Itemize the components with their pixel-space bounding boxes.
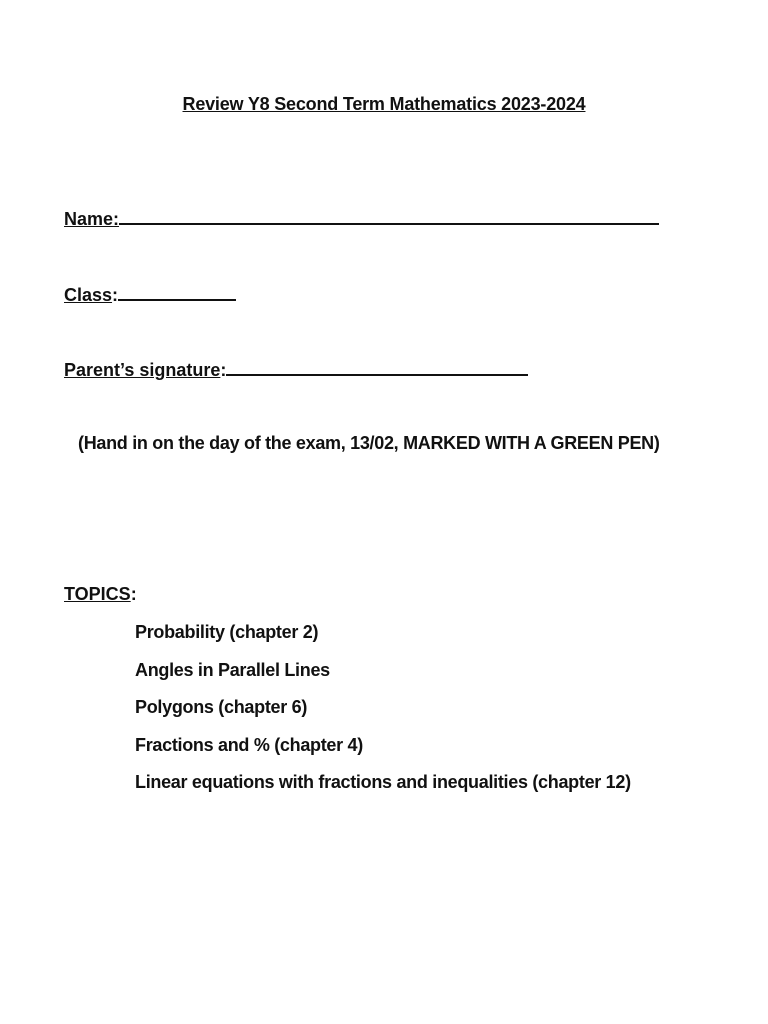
name-colon: : [113,209,120,229]
list-item: Linear equations with fractions and inequalities (chapter 12) [135,772,631,792]
list-item: Probability (chapter 2) [135,622,319,642]
list-item: Fractions and % (chapter 4) [135,734,363,755]
topics-list [135,621,631,809]
signature-field [64,358,528,381]
topics-heading [64,584,137,605]
document-title: Review Y8 Second Term Mathematics 2023-2024 [182,94,586,114]
name-blank-line[interactable] [119,207,659,225]
name-field [64,207,659,230]
class-colon: : [112,285,119,305]
class-label: Class [64,285,113,305]
hand-in-note: (Hand in on the day of the exam, 13/02, MARKED WITH A GREEN PEN) [78,433,660,453]
class-blank-line[interactable] [118,283,236,301]
signature-label: Parent’s signature [64,360,221,380]
topics-heading-label: TOPICS [64,584,131,604]
class-field [64,283,236,306]
topics-colon: : [130,584,137,604]
list-item: Polygons (chapter 6) [135,697,308,717]
list-item: Angles in Parallel Lines [135,659,330,680]
signature-colon: : [220,360,227,380]
name-label: Name [64,209,114,229]
signature-blank-line[interactable] [226,358,528,376]
